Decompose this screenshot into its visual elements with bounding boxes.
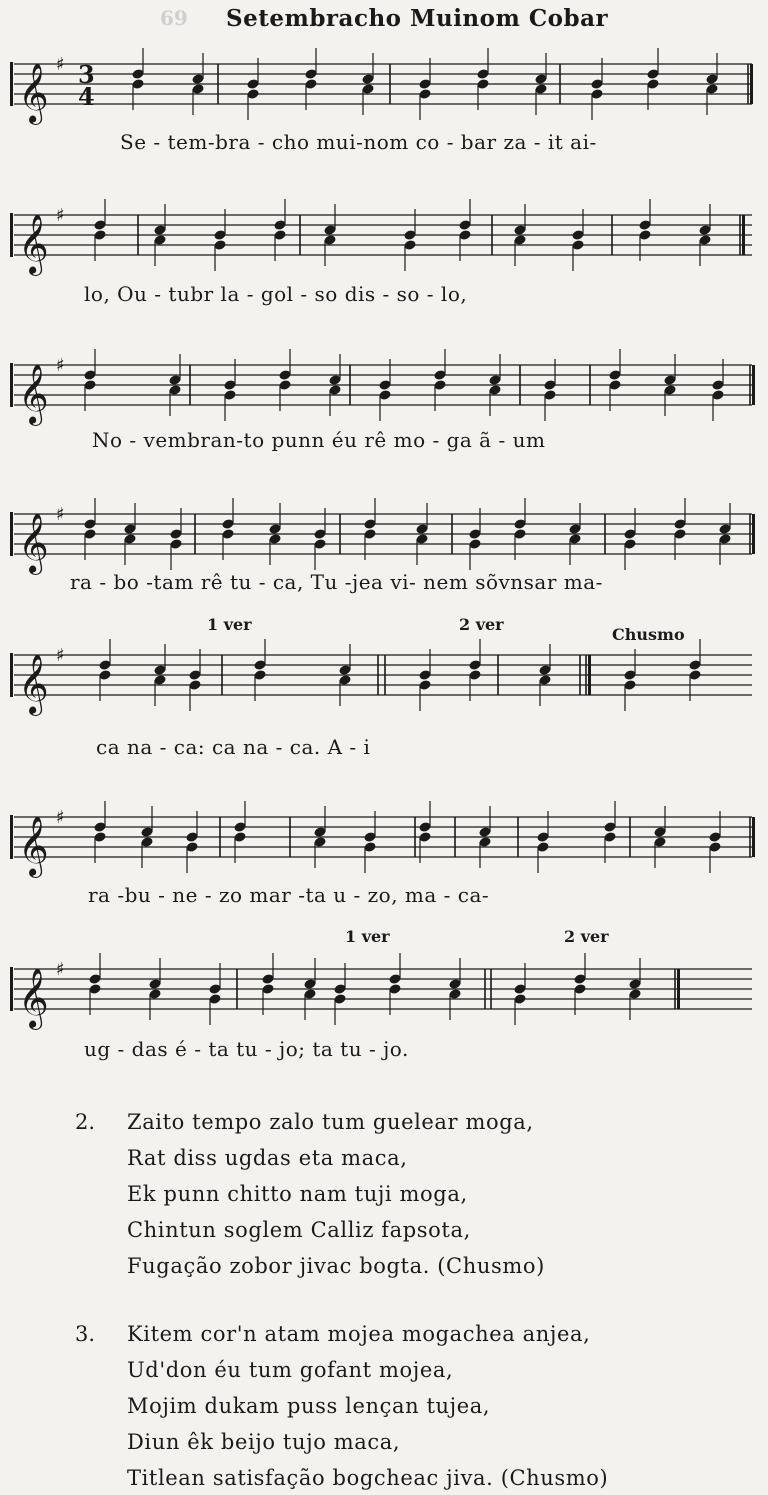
system-bracket (10, 213, 13, 257)
stanza-line: Chintun soglem Calliz fapsota, (127, 1218, 471, 1242)
music-system-1 (0, 42, 768, 192)
sharp-icon: ♯ (56, 54, 65, 75)
system-bracket (10, 62, 13, 106)
treble-clef-icon: 𝄞 (18, 968, 49, 1028)
volta-1-label: 1 ver (207, 615, 252, 634)
stanza-line: Rat diss ugdas eta maca, (127, 1146, 408, 1170)
music-system-3 (0, 343, 768, 493)
end-bar-line (742, 215, 745, 255)
time-signature-bottom: 4 (78, 82, 95, 111)
lyrics-line-3: No - vembran-to punn éu rê mo - ga ã - um (92, 428, 546, 452)
sharp-icon: ♯ (56, 355, 65, 376)
treble-clef-icon: 𝄞 (18, 214, 49, 274)
end-bar-line (588, 655, 591, 695)
system-bracket (10, 967, 13, 1011)
lyrics-line-7: ug - das é - ta tu - jo; ta tu - jo. (84, 1037, 409, 1061)
sharp-icon: ♯ (56, 807, 65, 828)
volta-2-label: 2 ver (564, 927, 609, 946)
music-system-7 (0, 925, 768, 1075)
end-bar-line (677, 969, 680, 1009)
end-bar-line (752, 365, 755, 405)
treble-clef-icon: 𝄞 (18, 654, 49, 714)
lyrics-line-5: ca na - ca: ca na - ca. A - i (96, 735, 371, 759)
time-signature-top: 3 (78, 60, 95, 89)
stanza-line: Diun êk beijo tujo maca, (127, 1430, 401, 1454)
system-bracket (10, 815, 13, 859)
sharp-icon: ♯ (56, 504, 65, 525)
volta-1-label: 1 ver (345, 927, 390, 946)
stanza-line: Ek punn chitto nam tuji moga, (127, 1182, 468, 1206)
music-system-6 (0, 795, 768, 945)
lyrics-line-6: ra -bu - ne - zo mar -ta u - zo, ma - ca- (88, 883, 490, 907)
stanza-line: Ud'don éu tum gofant mojea, (127, 1358, 454, 1382)
staff (0, 633, 768, 743)
lyrics-line-2: lo, Ou - tubr la - gol - so dis - so - lo, (84, 282, 468, 306)
treble-clef-icon: 𝄞 (18, 816, 49, 876)
treble-clef-icon: 𝄞 (18, 63, 49, 123)
page-header (0, 0, 768, 38)
system-bracket (10, 512, 13, 556)
end-bar-line (752, 817, 755, 857)
music-system-5 (0, 613, 768, 763)
stanza-line: Titlean satisfação bogcheac jiva. (Chusmo) (127, 1466, 609, 1490)
chorus-label: Chusmo (612, 625, 685, 644)
treble-clef-icon: 𝄞 (18, 364, 49, 424)
sharp-icon: ♯ (56, 645, 65, 666)
lyrics-line-1: Se - tem-bra - cho mui-nom co - bar za - it ai- (120, 130, 597, 154)
stanza-line: Kitem cor'n atam mojea mogachea anjea, (127, 1322, 591, 1346)
treble-clef-icon: 𝄞 (18, 513, 49, 573)
song-title: Setembracho Muinom Cobar (226, 5, 609, 32)
system-bracket (10, 363, 13, 407)
stanza-line: Fugação zobor jivac bogta. (Chusmo) (127, 1254, 545, 1278)
stanza-number: 2. (75, 1110, 96, 1134)
volta-2-label: 2 ver (459, 615, 504, 634)
page-number: 69 (160, 6, 188, 30)
stanza-line: Zaito tempo zalo tum guelear moga, (127, 1110, 534, 1134)
system-bracket (10, 653, 13, 697)
music-system-2 (0, 193, 768, 343)
stanza-line: Mojim dukam puss lençan tujea, (127, 1394, 491, 1418)
end-bar-line (752, 514, 755, 554)
lyrics-line-4: ra - bo -tam rê tu - ca, Tu -jea vi- nem sõvnsar ma- (70, 570, 603, 594)
stanza-number: 3. (75, 1322, 96, 1346)
end-bar-line (750, 64, 753, 104)
sharp-icon: ♯ (56, 959, 65, 980)
sharp-icon: ♯ (56, 205, 65, 226)
